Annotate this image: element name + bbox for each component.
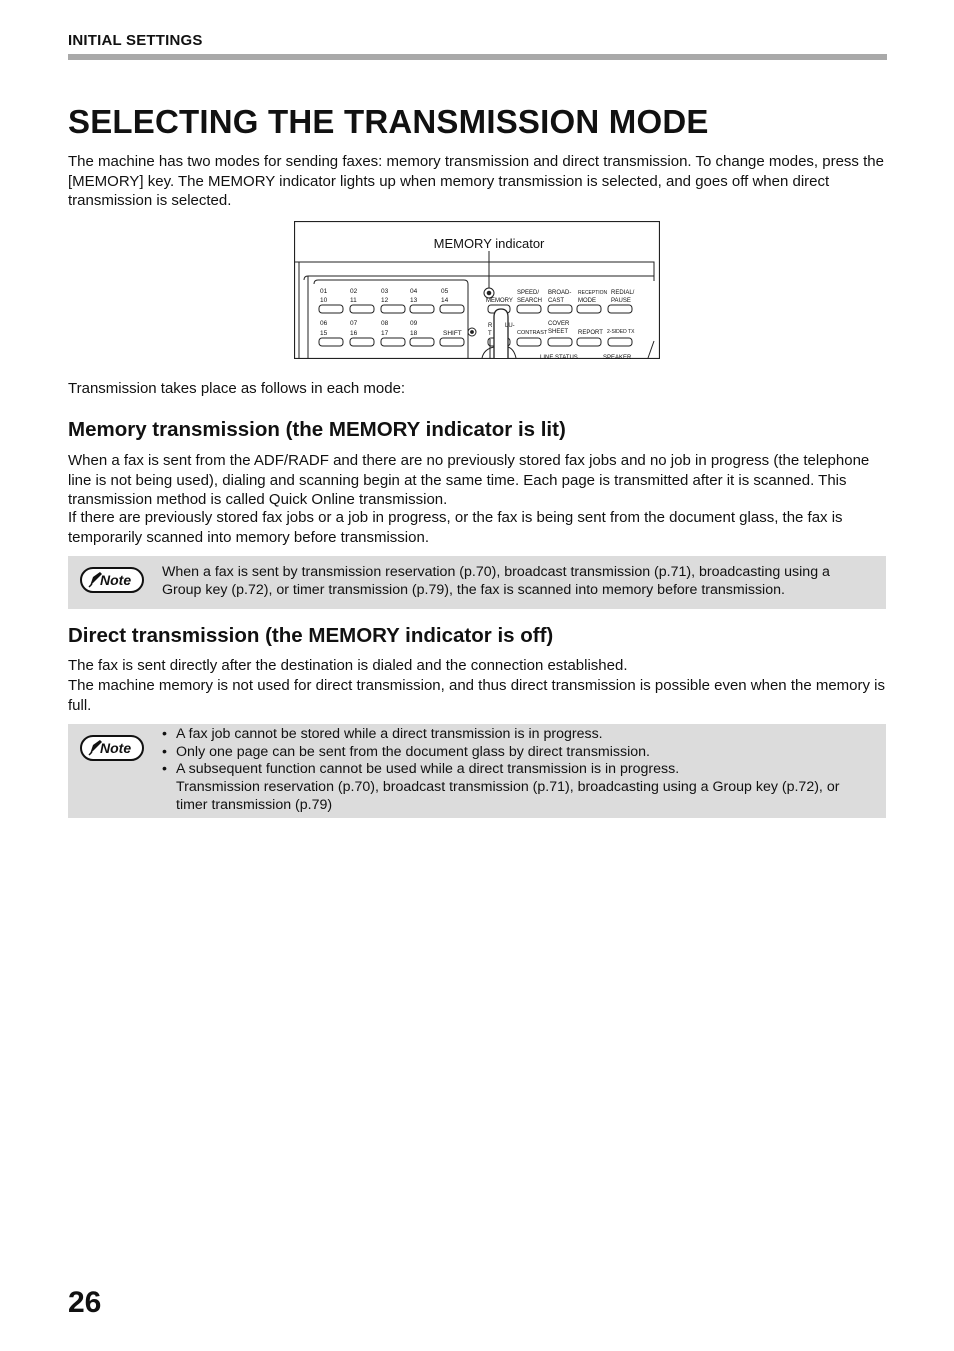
- speed-search-label: SPEED/: [517, 290, 540, 296]
- line-status-label: LINE STATUS: [540, 355, 578, 359]
- key-label: 03: [381, 288, 389, 295]
- key-label: 15: [320, 330, 328, 337]
- note-text-memory: When a fax is sent by transmission reservation (p.70), broadcast transmission (p.71), broadcasting using a Group key (p.72), or timer transmission (p.79), the fax is scanned into memory before transmission.: [162, 564, 830, 598]
- note-icon: [80, 735, 144, 761]
- key-label: 17: [381, 330, 389, 337]
- direct-paragraph-2: The machine memory is not used for direct transmission, and thus direct transmission is possible even when the memory is full.: [68, 677, 886, 714]
- memory-paragraph-2: If there are previously stored fax jobs or a job in progress, or the fax is being sent from the document glass, the fax is temporarily scanned into memory before transmission.: [68, 509, 843, 546]
- page-title: SELECTING THE TRANSMISSION MODE: [68, 103, 709, 140]
- memory-key-label: MEMORY: [486, 298, 513, 304]
- key-label: 12: [381, 297, 389, 304]
- direct-paragraph-1: The fax is sent directly after the destination is dialed and the connection established.: [68, 657, 628, 674]
- reception-mode-label: MODE: [578, 298, 596, 304]
- header-rule: [68, 54, 887, 60]
- speed-search-label: SEARCH: [517, 298, 543, 304]
- report-label: REPORT: [578, 330, 603, 336]
- note-list-direct: [162, 726, 856, 815]
- redial-pause-label: PAUSE: [611, 298, 631, 304]
- control-panel-figure: [294, 221, 660, 359]
- partial-key-label: T: [488, 331, 492, 337]
- redial-pause-label: REDIAL/: [611, 290, 635, 296]
- two-sided-tx-label: 2-SIDED TX: [607, 329, 635, 335]
- note-box-direct: [68, 724, 886, 818]
- reception-mode-label: RECEPTION: [578, 290, 608, 296]
- key-label: 07: [350, 320, 358, 327]
- direct-transmission-heading: Direct transmission (the MEMORY indicator is off): [68, 624, 554, 647]
- bullet: •: [162, 743, 167, 760]
- list-item-text: Only one page can be sent from the document glass by direct transmission.: [176, 743, 650, 760]
- key-label: 09: [410, 320, 418, 327]
- note-label: Note: [100, 740, 132, 756]
- partial-key-label: LU-: [505, 323, 515, 329]
- key-label: 02: [350, 288, 358, 295]
- partial-key-label: R: [488, 323, 493, 329]
- memory-paragraph-1: When a fax is sent from the ADF/RADF and there are no previously stored fax jobs and no job in progress (the telephone line is not being used), dialing and scanning begin at the same time. Each page is transmitted after it is scanned. This transmission method is called Quick Online transmission.: [68, 452, 870, 508]
- list-item: [162, 726, 856, 744]
- intro-paragraph: The machine has two modes for sending faxes: memory transmission and direct transmission. To change modes, press the [MEMORY] key. The MEMORY indicator lights up when memory transmission is selected, and goes off when direct transmission is selected.: [68, 153, 884, 209]
- key-label: 16: [350, 330, 358, 337]
- note-box-memory: [68, 556, 886, 609]
- key-label: 01: [320, 288, 328, 295]
- contrast-label: CONTRAST: [517, 330, 548, 336]
- key-label: 05: [441, 288, 449, 295]
- section-label: INITIAL SETTINGS: [68, 32, 203, 49]
- memory-indicator-callout: MEMORY indicator: [433, 236, 545, 251]
- speaker-label: SPEAKER: [603, 355, 632, 359]
- bullet: •: [162, 726, 167, 742]
- broadcast-label: CAST: [548, 298, 565, 304]
- key-label: 06: [320, 320, 328, 327]
- list-item-continuation: Transmission reservation (p.70), broadcast transmission (p.71), broadcasting using a Group key (p.72), or timer transmission (p.79): [176, 779, 840, 813]
- key-label: 13: [410, 297, 418, 304]
- key-label: 18: [410, 330, 418, 337]
- bullet: •: [162, 761, 167, 778]
- note-icon: [80, 567, 144, 593]
- key-label: 04: [410, 288, 418, 295]
- shift-key-label: SHIFT: [443, 330, 462, 337]
- list-item: [162, 744, 856, 762]
- cover-sheet-label: COVER: [548, 321, 570, 327]
- memory-transmission-heading: Memory transmission (the MEMORY indicator is lit): [68, 418, 566, 441]
- list-item-text: A fax job cannot be stored while a direct transmission is in progress.: [176, 726, 603, 742]
- key-label: 14: [441, 297, 449, 304]
- page-number: 26: [68, 1286, 102, 1319]
- note-label: Note: [100, 572, 132, 588]
- list-item-text: A subsequent function cannot be used while a direct transmission is in progress.: [176, 761, 680, 778]
- list-item: [162, 761, 856, 814]
- cover-sheet-label: SHEET: [548, 329, 569, 335]
- key-label: 11: [350, 297, 357, 304]
- broadcast-label: BROAD-: [548, 290, 572, 296]
- key-label: 08: [381, 320, 389, 327]
- lead-sentence: Transmission takes place as follows in each mode:: [68, 380, 406, 397]
- key-label: 10: [320, 297, 328, 304]
